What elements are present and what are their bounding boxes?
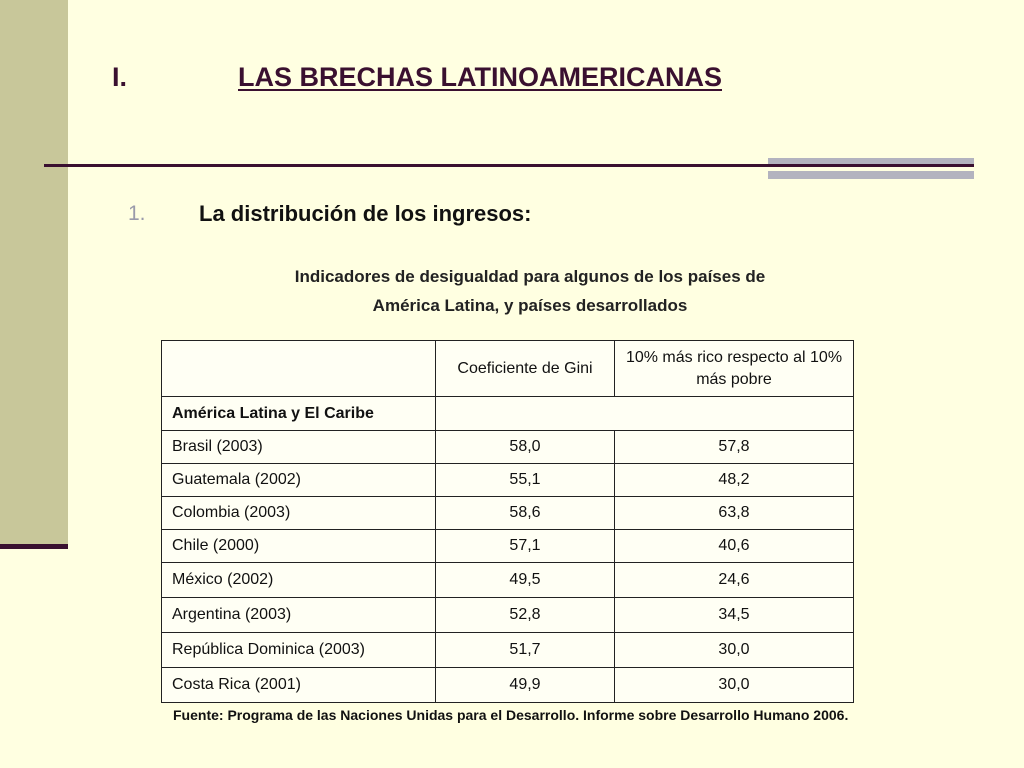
country-cell: República Dominica (2003) bbox=[162, 633, 436, 668]
gini-cell: 52,8 bbox=[436, 598, 615, 633]
table-row bbox=[162, 530, 854, 563]
ratio-cell: 30,0 bbox=[615, 633, 854, 668]
table-header-ratio: 10% más rico respecto al 10% más pobre bbox=[615, 341, 854, 397]
table-header-gini: Coeficiente de Gini bbox=[436, 341, 615, 397]
inequality-table bbox=[161, 340, 854, 703]
gini-cell: 49,9 bbox=[436, 668, 615, 703]
table-caption-line-1: Indicadores de desigualdad para algunos de los países de bbox=[294, 267, 766, 286]
region-label: América Latina y El Caribe bbox=[162, 397, 436, 431]
table-row bbox=[162, 563, 854, 598]
ratio-cell: 48,2 bbox=[615, 464, 854, 497]
gini-cell: 51,7 bbox=[436, 633, 615, 668]
country-cell: Guatemala (2002) bbox=[162, 464, 436, 497]
table-caption bbox=[160, 262, 900, 320]
table-row bbox=[162, 668, 854, 703]
section-number: 1. bbox=[128, 202, 146, 225]
gini-cell: 58,0 bbox=[436, 431, 615, 464]
country-cell: Brasil (2003) bbox=[162, 431, 436, 464]
table-row bbox=[162, 633, 854, 668]
header-rule-grey-bottom bbox=[768, 171, 974, 179]
gini-cell: 49,5 bbox=[436, 563, 615, 598]
country-cell: Costa Rica (2001) bbox=[162, 668, 436, 703]
table-caption-line-2: América Latina, y países desarrollados bbox=[372, 296, 688, 315]
ratio-cell: 30,0 bbox=[615, 668, 854, 703]
table-row bbox=[162, 464, 854, 497]
gini-cell: 57,1 bbox=[436, 530, 615, 563]
country-cell: México (2002) bbox=[162, 563, 436, 598]
table-header-empty bbox=[162, 341, 436, 397]
ratio-cell: 57,8 bbox=[615, 431, 854, 464]
ratio-cell: 34,5 bbox=[615, 598, 854, 633]
gini-cell: 55,1 bbox=[436, 464, 615, 497]
region-empty-cell bbox=[436, 397, 854, 431]
side-decoration-line bbox=[0, 544, 68, 549]
table-row bbox=[162, 598, 854, 633]
header-rule bbox=[44, 164, 974, 167]
source-note: Fuente: Programa de las Naciones Unidas para el Desarrollo. Informe sobre Desarrollo Humano 2006. bbox=[173, 707, 849, 723]
ratio-cell: 63,8 bbox=[615, 497, 854, 530]
ratio-cell: 24,6 bbox=[615, 563, 854, 598]
table-row bbox=[162, 431, 854, 464]
country-cell: Colombia (2003) bbox=[162, 497, 436, 530]
country-cell: Chile (2000) bbox=[162, 530, 436, 563]
page-title: LAS BRECHAS LATINOAMERICANAS bbox=[238, 62, 722, 92]
title-number: I. bbox=[112, 62, 128, 92]
table-header-row bbox=[162, 341, 854, 397]
country-cell: Argentina (2003) bbox=[162, 598, 436, 633]
side-decoration-bar bbox=[0, 0, 68, 546]
ratio-cell: 40,6 bbox=[615, 530, 854, 563]
gini-cell: 58,6 bbox=[436, 497, 615, 530]
table-row bbox=[162, 497, 854, 530]
table-region-row bbox=[162, 397, 854, 431]
section-title: La distribución de los ingresos: bbox=[199, 201, 532, 226]
